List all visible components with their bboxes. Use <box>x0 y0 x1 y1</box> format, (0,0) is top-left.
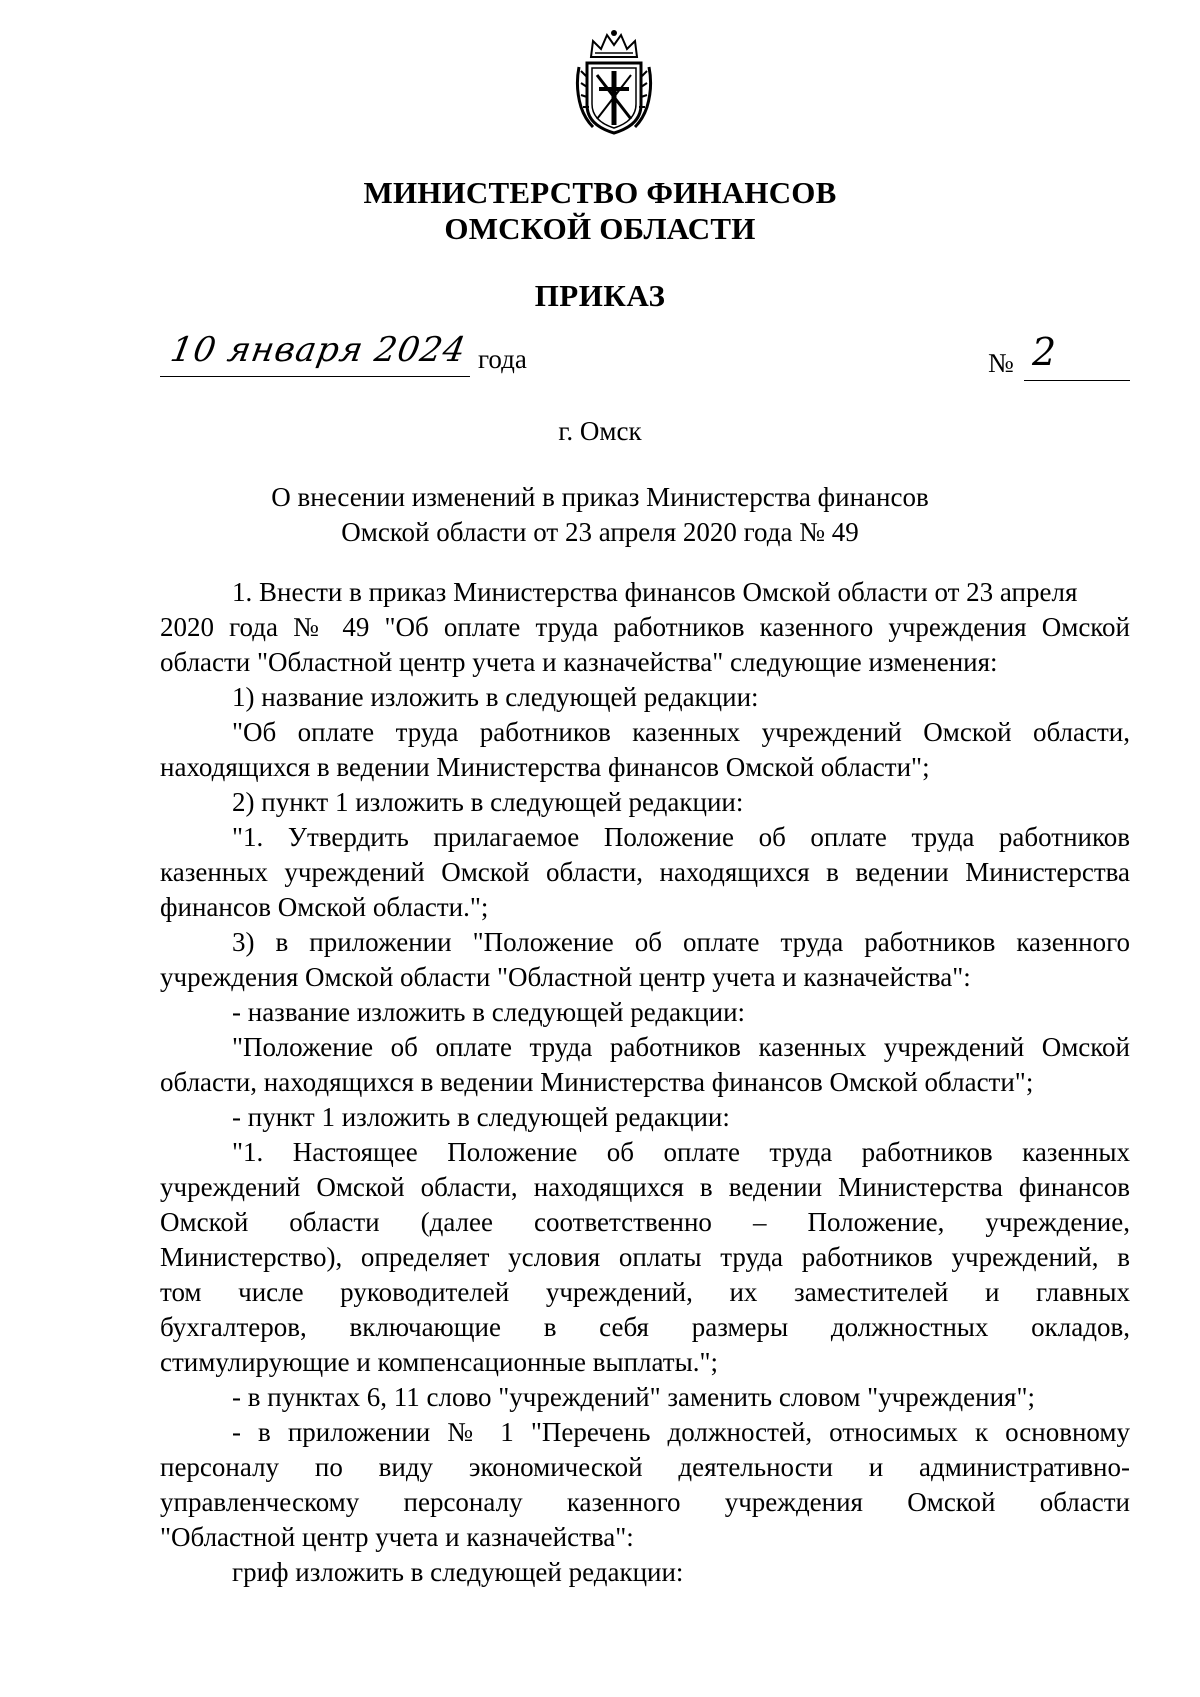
body-line: "Об оплате труда работников казенных учреждений Омской области, <box>232 717 1130 747</box>
body-line: "1. Утвердить прилагаемое Положение об оплате труда работников <box>232 822 1130 852</box>
body-line: 1. Внести в приказ Министерства финансов Омской области от 23 апреля <box>232 577 1078 607</box>
body-line: - в пунктах 6, 11 слово "учреждений" заменить словом "учреждения"; <box>232 1382 1035 1412</box>
body-line: учреждения Омской области "Областной центр учета и казначейства": <box>160 962 971 992</box>
body-line: 2) пункт 1 изложить в следующей редакции: <box>232 787 744 817</box>
city: г. Омск <box>558 416 642 446</box>
handwritten-number: 2 <box>1032 330 1057 374</box>
body-line: - название изложить в следующей редакции: <box>232 997 746 1027</box>
body-line: бухгалтеров, включающие в себя размеры должностных окладов, <box>160 1312 1130 1342</box>
handwritten-date: 10 января 2024 <box>167 330 470 370</box>
subject-line1: О внесении изменений в приказ Министерства финансов <box>271 482 929 512</box>
coat-of-arms-emblem <box>571 27 657 137</box>
body-line: финансов Омской области."; <box>160 892 489 922</box>
subject-line2: Омской области от 23 апреля 2020 года № 49 <box>341 517 859 547</box>
body-line: Омской области (далее соответственно – Положение, учреждение, <box>160 1207 1130 1237</box>
body-line: "Областной центр учета и казначейства": <box>160 1522 634 1552</box>
body-line: 2020 года № 49 "Об оплате труда работников казенного учреждения Омской <box>160 612 1130 642</box>
body-line: - пункт 1 изложить в следующей редакции: <box>232 1102 730 1132</box>
body-line: учреждений Омской области, находящихся в ведении Министерства финансов <box>160 1172 1130 1202</box>
body-line: находящихся в ведении Министерства финансов Омской области"; <box>160 752 930 782</box>
body-line: области, находящихся в ведении Министерства финансов Омской области"; <box>160 1067 1034 1097</box>
body-line: области "Областной центр учета и казначейства" следующие изменения: <box>160 647 998 677</box>
body-line: том числе руководителей учреждений, их заместителей и главных <box>160 1277 1130 1307</box>
body-line: "Положение об оплате труда работников казенных учреждений Омской <box>232 1032 1130 1062</box>
body-line: "1. Настоящее Положение об оплате труда работников казенных <box>232 1137 1130 1167</box>
date-year-suffix: года <box>478 344 527 374</box>
body-line: 1) название изложить в следующей редакции: <box>232 682 759 712</box>
coat-of-arms-icon <box>571 27 657 137</box>
body-line: 3) в приложении "Положение об оплате труда работников казенного <box>232 927 1130 957</box>
body-line: - в приложении № 1 "Перечень должностей, относимых к основному <box>232 1417 1130 1447</box>
body-line: гриф изложить в следующей редакции: <box>232 1557 684 1587</box>
body-line: Министерство), определяет условия оплаты труда работников учреждений, в <box>160 1242 1130 1272</box>
body-line: стимулирующие и компенсационные выплаты."; <box>160 1347 719 1377</box>
ministry-name-line2: ОМСКОЙ ОБЛАСТИ <box>444 211 756 246</box>
document-type-title: ПРИКАЗ <box>534 278 666 313</box>
body-line: управленческому персоналу казенного учреждения Омской области <box>160 1487 1130 1517</box>
body-line: казенных учреждений Омской области, находящихся в ведении Министерства <box>160 857 1130 887</box>
ministry-name-line1: МИНИСТЕРСТВО ФИНАНСОВ <box>363 175 837 210</box>
number-label: № <box>988 348 1014 378</box>
body-line: персоналу по виду экономической деятельности и административно- <box>160 1452 1130 1482</box>
